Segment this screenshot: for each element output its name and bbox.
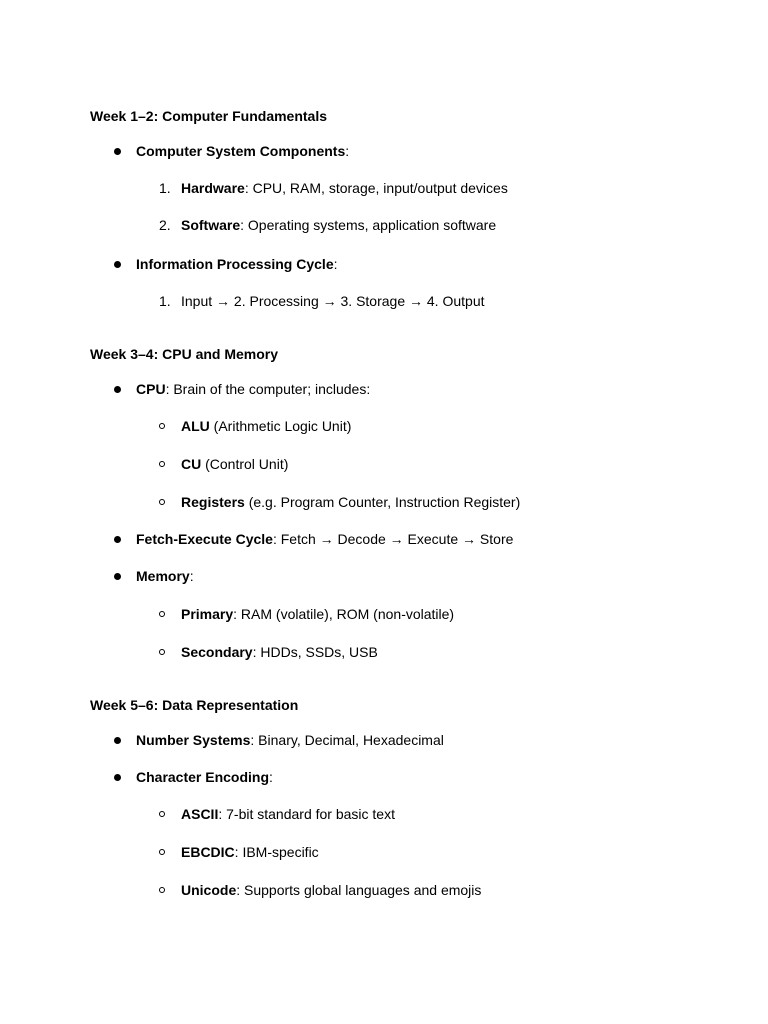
list-item: [181, 455, 288, 473]
circle-bullet-icon: [159, 499, 165, 505]
item-term: EBCDIC: [181, 844, 235, 860]
item-term: Character Encoding: [136, 769, 270, 785]
list-item: [181, 805, 395, 823]
item-term: Memory: [136, 568, 190, 584]
circle-bullet-icon: [159, 887, 165, 893]
item-text: (Control Unit): [201, 456, 289, 472]
bullet-icon: [114, 536, 121, 543]
item-term: Number Systems: [136, 732, 251, 748]
list-item: [136, 142, 349, 160]
item-text: : Brain of the computer; includes:: [165, 381, 371, 397]
list-item: [181, 216, 496, 234]
bullet-icon: [114, 737, 121, 744]
bullet-icon: [114, 261, 121, 268]
list-item: [181, 493, 520, 511]
circle-bullet-icon: [159, 849, 165, 855]
item-term: Unicode: [181, 882, 237, 898]
item-term: Computer System Components: [136, 143, 346, 159]
item-term: ASCII: [181, 806, 219, 822]
list-item: [181, 179, 508, 197]
item-term: CU: [181, 456, 202, 472]
item-text: : Operating systems, application software: [240, 217, 497, 233]
item-text: Input → 2. Processing → 3. Storage → 4. Output: [181, 293, 485, 309]
item-text: :: [333, 256, 338, 272]
list-item: [181, 843, 319, 861]
circle-bullet-icon: [159, 461, 165, 467]
item-term: Fetch-Execute Cycle: [136, 531, 273, 547]
item-term: Registers: [181, 494, 245, 510]
list-item: [181, 292, 485, 310]
item-term: ALU: [181, 418, 210, 434]
item-term: Secondary: [181, 644, 253, 660]
list-number: 1.: [159, 180, 171, 196]
item-text: :: [269, 769, 273, 785]
item-term: Hardware: [181, 180, 245, 196]
list-item: [181, 881, 481, 899]
list-item: [181, 605, 454, 623]
circle-bullet-icon: [159, 649, 165, 655]
list-number: 1.: [159, 293, 171, 309]
item-text: : 7-bit standard for basic text: [218, 806, 395, 822]
bullet-icon: [114, 774, 121, 781]
bullet-icon: [114, 148, 121, 155]
list-item: [136, 567, 194, 585]
item-text: : RAM (volatile), ROM (non-volatile): [233, 606, 455, 622]
list-item: [136, 255, 338, 273]
list-item: [181, 417, 351, 435]
item-term: Software: [181, 217, 241, 233]
item-text: (e.g. Program Counter, Instruction Register): [244, 494, 521, 510]
item-term: Primary: [181, 606, 234, 622]
item-text: : CPU, RAM, storage, input/output devices: [244, 180, 508, 196]
item-text: :: [345, 143, 350, 159]
bullet-icon: [114, 573, 121, 580]
list-item: [136, 731, 444, 749]
list-item: [181, 643, 378, 661]
item-text: : Supports global languages and emojis: [236, 882, 482, 898]
item-text: : Fetch → Decode → Execute → Store: [272, 531, 514, 547]
section-heading: Week 3–4: CPU and Memory: [90, 346, 279, 362]
section-heading: Week 1–2: Computer Fundamentals: [90, 108, 328, 124]
item-text: : Binary, Decimal, Hexadecimal: [250, 732, 444, 748]
section-heading: Week 5–6: Data Representation: [90, 697, 299, 713]
list-item: [136, 768, 273, 786]
item-text: :: [189, 568, 194, 584]
list-item: [136, 530, 513, 548]
item-text: : HDDs, SSDs, USB: [252, 644, 378, 660]
circle-bullet-icon: [159, 423, 165, 429]
circle-bullet-icon: [159, 811, 165, 817]
item-term: Information Processing Cycle: [136, 256, 334, 272]
circle-bullet-icon: [159, 611, 165, 617]
list-number: 2.: [159, 217, 171, 233]
list-item: [136, 380, 370, 398]
item-text: : IBM-specific: [234, 844, 319, 860]
item-text: (Arithmetic Logic Unit): [209, 418, 352, 434]
bullet-icon: [114, 386, 121, 393]
item-term: CPU: [136, 381, 166, 397]
